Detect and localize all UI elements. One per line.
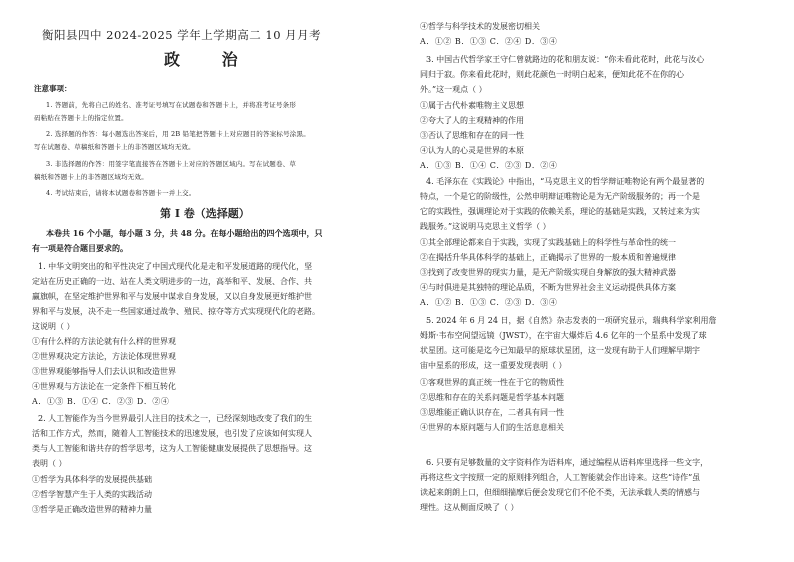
option-item: ④认为人的心灵是世界的本原 — [420, 146, 524, 155]
question-5-line: 5. 2024 年 6 月 24 日，据《自然》杂志发表的一项研究显示，瑞典科学家利用詹 — [426, 316, 717, 325]
notice-line: 2. 选择题的作答：每小题选出答案后，用 2B 铅笔把答题卡上对应题目的答案标号涂黑。 — [46, 130, 310, 138]
option-item: ①属于古代朴素唯物主义思想 — [420, 101, 524, 110]
question-4-line: 4. 毛泽东在《实践论》中指出，“马克思主义的哲学辩证唯物论有两个最显著的 — [426, 177, 705, 186]
question-1-line: 界和平与发展，决不走一些国家通过战争、殖民、掠夺等方式实现现代化的老路。 — [32, 307, 320, 316]
question-5-line: 状星团。这可能是迄今已知最早的原球状星团，这一发现有助于人们理解早期宇 — [420, 346, 700, 355]
option-item: ①其全部理论都来自于实践，实现了实践基础上的科学性与革命性的统一 — [420, 238, 676, 247]
exam-title: 衡阳县四中 2024-2025 学年上学期高二 10 月月考 — [42, 28, 322, 42]
option-item: ②思维和存在的关系问题是哲学基本问题 — [420, 393, 564, 402]
question-3-line: 3. 中国古代哲学家王守仁曾就路边的花和朋友说：“你未看此花时，此花与汝心 — [426, 55, 705, 64]
question-6-line: 再将这些文字按照一定的原则排列组合，人工智能就会作出诗来。这些“诗作”虽 — [420, 473, 701, 482]
notice-line: 稿纸和答题卡上的非答题区域均无效。 — [34, 173, 148, 181]
question-2-line: 类与人工智能和谐共存的哲学思考，这为人工智能健康发展提供了思想指导。这 — [32, 444, 312, 453]
question-2-line: 表明（ ） — [32, 459, 67, 468]
option-item: ④哲学与科学技术的发展密切相关 — [420, 22, 540, 31]
option-item: ④世界的本原问题与人们的生活息息相关 — [420, 423, 564, 432]
question-5-line: 姆斯·韦布空间望远镜（JWST），在宇宙大爆炸后 4.6 亿年的一个星系中发现了球 — [420, 331, 707, 340]
part-heading: 第 I 卷（选择题） — [160, 207, 250, 220]
option-item: ②世界观决定方法论，方法论体现世界观 — [32, 352, 176, 361]
answer-choices: A．①② B．①③ C．②③ D．③④ — [420, 298, 558, 307]
answer-choices: A．①③ B．①④ C．②③ D．②④ — [32, 397, 170, 406]
subject-title: 政 治 — [164, 50, 256, 69]
notice-heading: 注意事项： — [34, 84, 72, 93]
part-intro-line: 本卷共 16 个小题，每小题 3 分，共 48 分。在每小题给出的四个选项中，只 — [46, 228, 323, 238]
notice-line: 码粘贴在答题卡上的指定位置。 — [34, 114, 128, 122]
option-item: ③思维能正确认识存在，二者具有同一性 — [420, 408, 564, 417]
option-item: ②哲学智慧产生于人类的实践活动 — [32, 490, 152, 499]
option-item: ②夸大了人的主观精神的作用 — [420, 116, 524, 125]
notice-line: 写在试题卷、草稿纸和答题卡上的非答题区域均无效。 — [34, 143, 195, 151]
question-6-line: 理性。这从侧面反映了（ ） — [420, 503, 519, 512]
option-item: ③否认了思维和存在的同一性 — [420, 131, 524, 140]
answer-choices: A．①② B．①③ C．②④ D．③④ — [420, 37, 558, 46]
answer-choices: A．①③ B．①④ C．②③ D．②④ — [420, 161, 558, 170]
question-6-line: 6. 只要有足够数量的文字资料作为语料库，通过编程从语料库里选择一些文字， — [426, 458, 709, 467]
option-item: ①有什么样的方法论就有什么样的世界观 — [32, 337, 176, 346]
question-1-line: 定站在历史正确的一边、站在人类文明进步的一边，高举和平、发展、合作、共 — [32, 277, 312, 286]
option-item: ③世界观能够指导人们去认识和改造世界 — [32, 367, 176, 376]
question-4-line: 特点，一个是它的阶级性，公然申明辩证唯物论是为无产阶级服务的；再一个是 — [420, 192, 700, 201]
option-item: ④世界观与方法论在一定条件下相互转化 — [32, 382, 176, 391]
question-4-line: 践服务。”这说明马克思主义哲学（ ） — [420, 222, 551, 231]
option-item: ②在揭括升华具体科学的基础上，正确揭示了世界的一般本质和普遍规律 — [420, 253, 676, 262]
question-4-line: 它的实践性，强调理论对于实践的依赖关系，理论的基础是实践，又转过来为实 — [420, 207, 700, 216]
notice-line: 4. 考试结束后，请将本试题卷和答题卡一并上交。 — [46, 189, 196, 197]
question-6-line: 读起来朗朗上口，但细细揣摩后便会发现它们不伦不类，无法承载人类的情感与 — [420, 488, 700, 497]
question-3-line: 外。”这一观点（ ） — [420, 85, 487, 94]
question-1-line: 1. 中华文明突出的和平性决定了中国式现代化是走和平发展道路的现代化，坚 — [38, 262, 313, 271]
option-item: ①哲学为具体科学的发展提供基础 — [32, 475, 152, 484]
notice-line: 3. 非选择题的作答：用签字笔直接答在答题卡上对应的答题区域内。写在试题卷、草 — [46, 160, 297, 168]
part-intro-line: 有一项是符合题目要求的。 — [32, 243, 128, 253]
question-1-line: 这说明（ ） — [32, 322, 75, 331]
option-item: ④与时俱进是其独特的理论品质，不断为世界社会主义运动提供具体方案 — [420, 283, 676, 292]
question-3-line: 同归于寂。你来看此花时，则此花颜色一时明白起来，便知此花不在你的心 — [420, 70, 684, 79]
question-5-line: 宙中星系的形成，这一重要发现表明（ ） — [420, 361, 567, 370]
question-2-line: 2. 人工智能作为当今世界最引人注目的技术之一，已经深刻地改变了我们的生 — [38, 414, 313, 423]
option-item: ①客观世界的真正统一性在于它的物质性 — [420, 378, 564, 387]
question-1-line: 赢旗帜，在坚定维护世界和平与发展中谋求自身发展，又以自身发展更好维护世 — [32, 292, 312, 301]
option-item: ③哲学是正确改造世界的精神力量 — [32, 505, 152, 514]
question-2-line: 活和工作方式，然而，随着人工智能技术的迅速发展，也引发了应该如何实现人 — [32, 429, 312, 438]
notice-line: 1. 答题前，先将自己的姓名、准考证号填写在试题卷和答题卡上，并将准考证号条形 — [46, 101, 297, 109]
option-item: ③找到了改变世界的现实力量，是无产阶级实现自身解放的强大精神武器 — [420, 268, 676, 277]
